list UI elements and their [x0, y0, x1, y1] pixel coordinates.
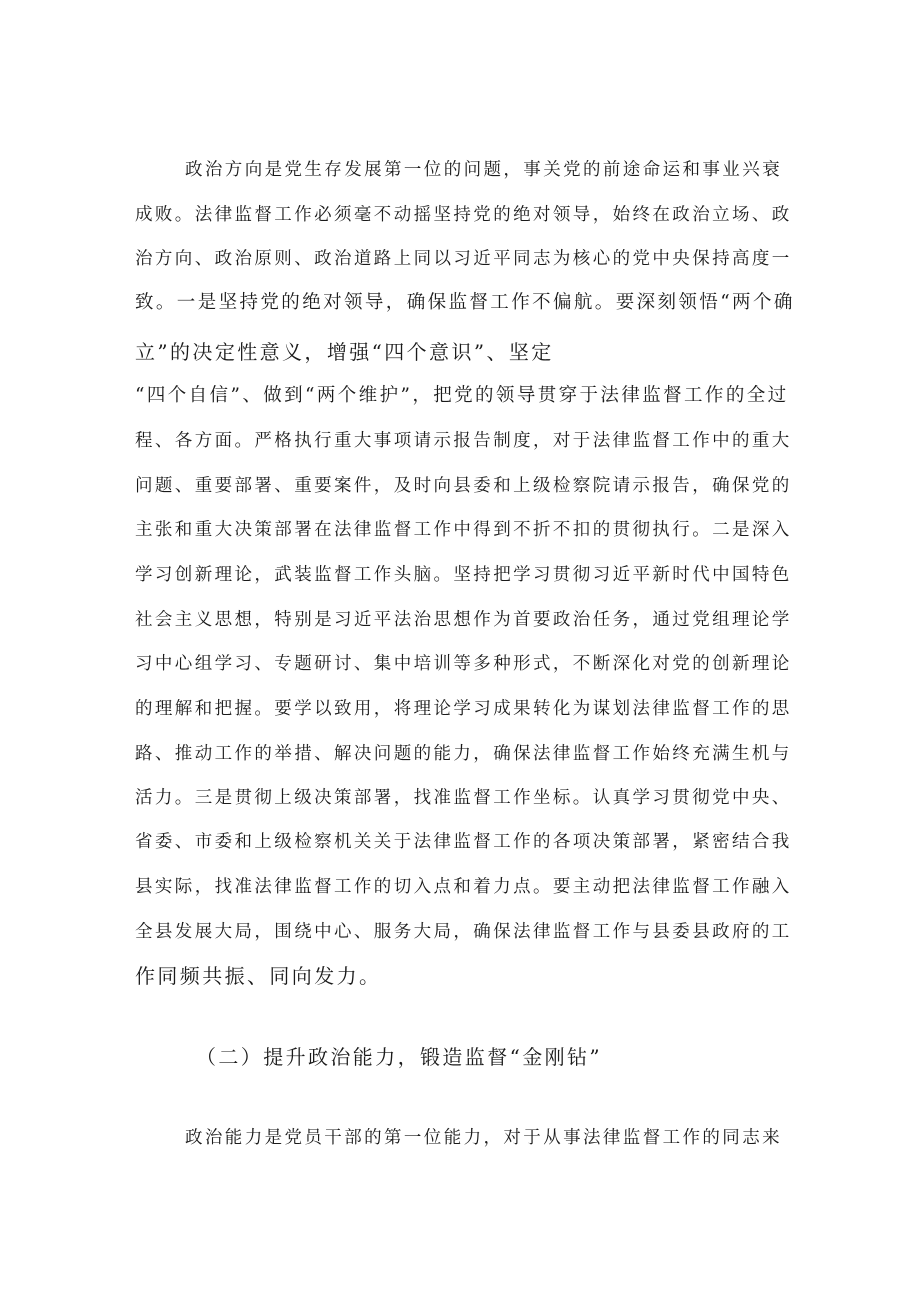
text-line: 作同频共振、同向发力。 — [135, 964, 382, 988]
text-line: 路、推动工作的举措、解决问题的能力，确保法律监督工作始终充满生机与 — [135, 744, 792, 764]
text-line: 县实际，找准法律监督工作的切入点和着力点。要主动把法律监督工作融入 — [135, 877, 792, 897]
text-line: 致。一是坚持党的绝对领导，确保监督工作不偏航。要深刻领悟“两个确 — [135, 292, 795, 313]
text-line: 全县发展大局，围绕中心、服务大局，确保法律监督工作与县委县政府的工 — [135, 922, 792, 942]
text-line: 问题、重要部署、重要案件，及时向县委和上级检察院请示报告，确保党的 — [135, 476, 792, 496]
text-line: “四个自信”、做到“两个维护”，把党的领导贯穿于法律监督工作的全过 — [135, 385, 789, 406]
text-line: 省委、市委和上级检察机关关于法律监督工作的各项决策部署，紧密结合我 — [135, 832, 792, 852]
text-line: 活力。三是贯彻上级决策部署，找准监督工作坐标。认真学习贯彻党中央、 — [135, 788, 792, 808]
text-line: 成败。法律监督工作必须毫不动摇坚持党的绝对领导，始终在政治立场、政 — [135, 205, 792, 225]
text-line: 的理解和把握。要学以致用，将理论学习成果转化为谋划法律监督工作的思 — [135, 699, 792, 719]
text-line: 主张和重大决策部署在法律监督工作中得到不折不扣的贯彻执行。二是深入 — [135, 520, 792, 540]
text-line: 立”的决定性意义，增强“四个意识”、坚定 — [135, 340, 554, 364]
text-line: 政治方向是党生存发展第一位的问题，事关党的前途命运和事业兴衰 — [185, 160, 782, 180]
text-line: 治方向、政治原则、政治道路上同以习近平同志为核心的党中央保持高度一 — [135, 249, 792, 269]
text-line: 学习创新理论，武装监督工作头脑。坚持把学习贯彻习近平新时代中国特色 — [135, 565, 792, 585]
text-line: 政治能力是党员干部的第一位能力，对于从事法律监督工作的同志来 — [185, 1128, 782, 1148]
section-heading: （二）提升政治能力，锻造监督“金刚钻” — [196, 1045, 603, 1069]
text-line: 程、各方面。严格执行重大事项请示报告制度，对于法律监督工作中的重大 — [135, 431, 792, 451]
text-line: 习中心组学习、专题研讨、集中培训等多种形式，不断深化对党的创新理论 — [135, 654, 792, 674]
text-line: 社会主义思想，特别是习近平法治思想作为首要政治任务，通过党组理论学 — [135, 610, 792, 630]
